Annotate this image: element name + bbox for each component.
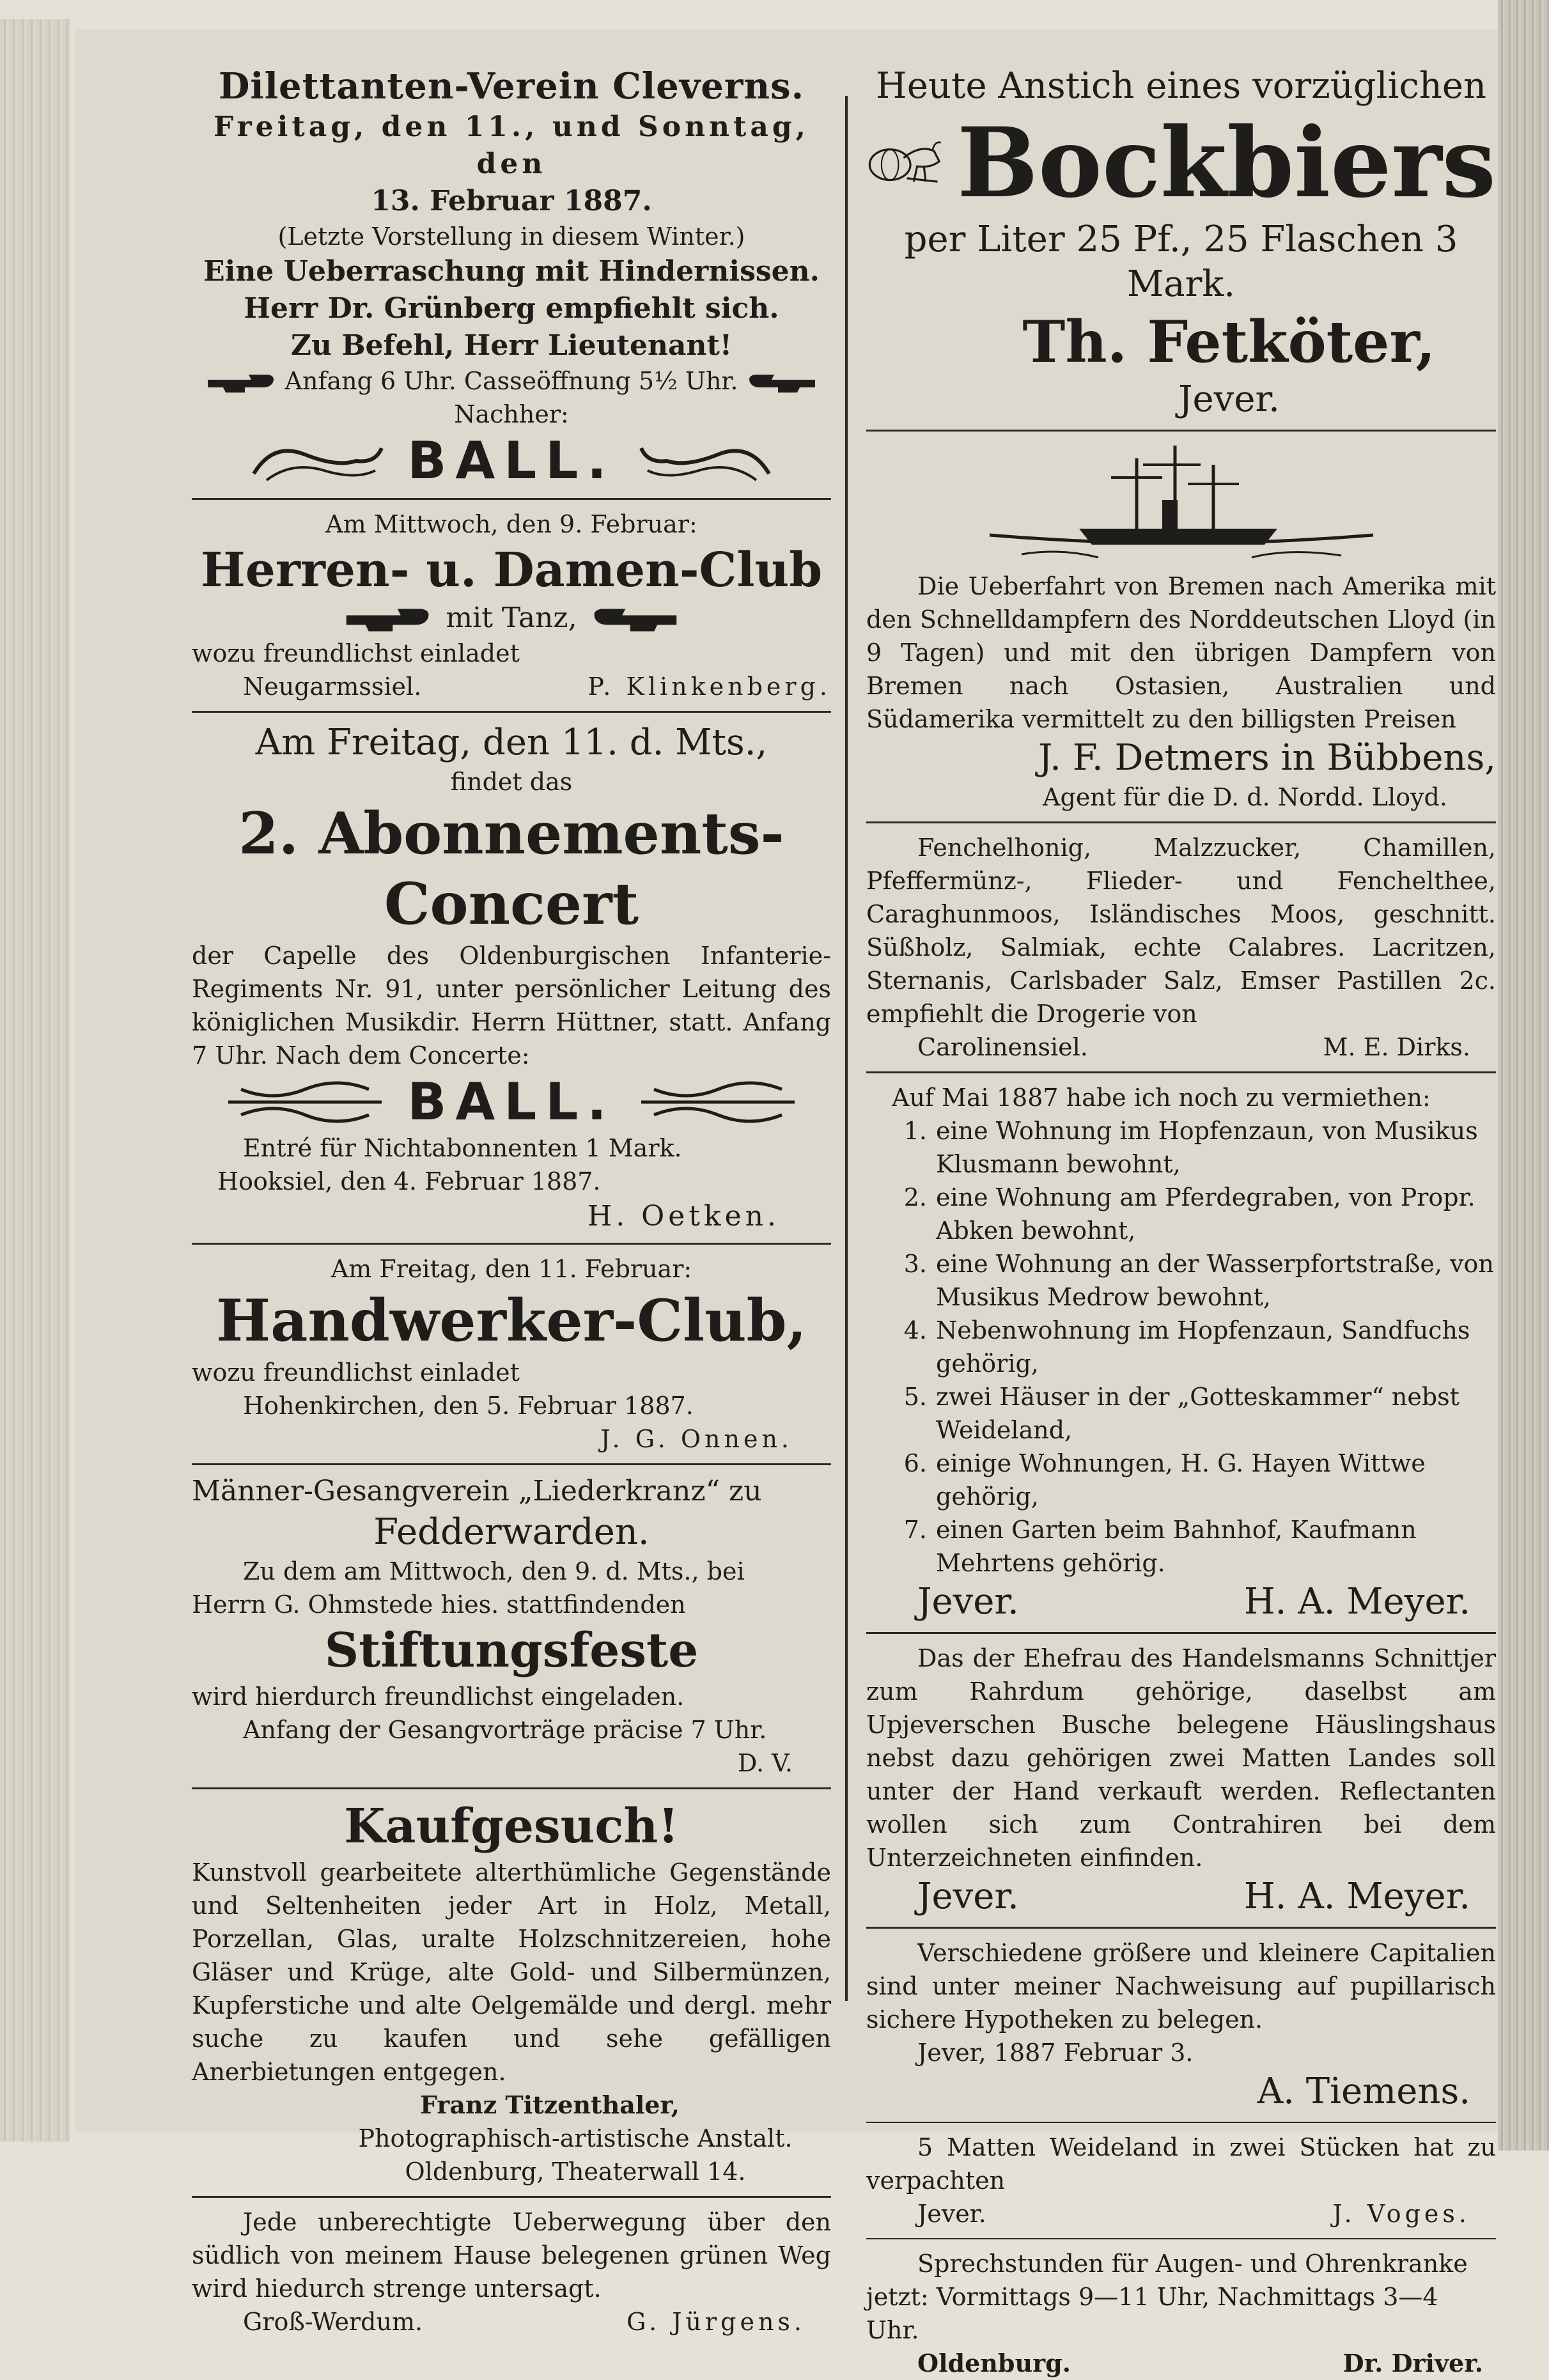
ad-liederkranz <box>192 1473 831 1780</box>
divider <box>866 1632 1496 1634</box>
ad-line: jetzt: Vormittags 9—11 Uhr, Nachmittags 3—4 Uhr. <box>866 2283 1438 2344</box>
ad-placedate: Hohenkirchen, den 5. Februar 1887. <box>243 1392 694 1420</box>
ad-place: Groß-Werdum. <box>243 2308 423 2336</box>
ad-date: Am Mittwoch, den 9. Februar: <box>325 510 697 538</box>
ad-host: J. G. Onnen. <box>600 1425 793 1453</box>
ornament-right-icon <box>635 435 775 486</box>
right-column <box>866 64 1496 2380</box>
ad-body: 5 Matten Weideland in zwei Stücken hat zu verpachten <box>866 2133 1496 2195</box>
list-text: Nebenwohnung im Hopfenzaun, Sandfuchs gehörig, <box>936 1316 1470 1378</box>
play-title: Eine Ueberraschung mit Hindernissen. <box>203 255 820 288</box>
ornament-right-icon <box>635 1080 801 1124</box>
ad-date: Jever, 1887 Februar 3. <box>917 2039 1194 2067</box>
list-item <box>866 1513 1496 1580</box>
ad-name: G. Jürgens. <box>627 2308 806 2336</box>
list-number: 3. <box>903 1250 927 1278</box>
ad-handwerker-club <box>192 1252 831 1456</box>
ad-host: H. Oetken. <box>587 1200 780 1233</box>
list-text: einige Wohnungen, H. G. Hayen Wittwe gehörig, <box>936 1449 1426 1511</box>
ad-name: H. A. Meyer. <box>1243 1876 1470 1917</box>
ad-sign: D. V. <box>737 1749 793 1777</box>
ad-invite: wozu freundlichst einladet <box>192 639 520 667</box>
list-number: 6. <box>903 1449 927 1477</box>
times-text: Anfang 6 Uhr. Casseöffnung 5½ Uhr. <box>284 367 738 395</box>
divider <box>866 2122 1496 2123</box>
ad-line: Sprechstunden für Augen- und Ohrenkranke <box>917 2250 1468 2278</box>
ad-date: Am Freitag, den 11. Februar: <box>331 1255 692 1283</box>
play-title: Zu Befehl, Herr Lieutenant! <box>290 329 733 362</box>
play-title: Herr Dr. Grünberg empfiehlt sich. <box>244 292 779 325</box>
list-item <box>866 1114 1496 1181</box>
ad-signature-row <box>866 1580 1496 1624</box>
list-item <box>866 1447 1496 1513</box>
ad-signature-row <box>866 2197 1496 2230</box>
ad-big-title: Stiftungsfeste <box>324 1623 699 1678</box>
ad-line: Heute Anstich eines vorzüglichen <box>875 65 1487 107</box>
ad-big-title: Bockbiers <box>957 107 1496 219</box>
ad-sub <box>192 600 831 637</box>
ad-body: Verschiedene größere und kleinere Capitalien sind unter meiner Nachweisung auf pupillarisch sichere Hypotheken zu belegen. <box>866 1939 1496 2034</box>
ad-signature-row <box>192 670 831 703</box>
pointing-hand-right-icon <box>206 371 277 396</box>
ad-herren-damen-club <box>192 508 831 703</box>
ad-name: M. E. Dirks. <box>1323 1033 1470 1061</box>
ad-body: der Capelle des Oldenburgischen Infanterie-Regiments Nr. 91, unter persönlicher Leitung des königlichen Musikdir. Herrn Hüttner, statt. Anfang 7 Uhr. Nach dem Concerte: <box>192 942 831 1069</box>
list-text: eine Wohnung an der Wasserpfortstraße, von Musikus Medrow bewohnt, <box>936 1250 1494 1311</box>
ad-name: Dr. Driver. <box>1343 2349 1483 2377</box>
ball-line <box>192 431 831 490</box>
list-number: 7. <box>903 1516 927 1544</box>
goat-with-barrel-icon <box>866 115 944 211</box>
divider <box>192 1243 831 1245</box>
ad-sub: findet das <box>450 768 573 796</box>
pointing-hand-left-icon <box>746 371 816 396</box>
ad-name: Franz Titzenthaler, <box>420 2090 680 2119</box>
ad-place: Carolinensiel. <box>917 1033 1088 1061</box>
ad-sub-text: mit Tanz, <box>446 602 577 634</box>
ad-body: Die Ueberfahrt von Bremen nach Amerika mit den Schnelldampfern des Norddeutschen Lloyd (in 9 Tagen) und mit den übrigen Dampfern von Bremen nach Ostasien, Australien und Südamerika vermittelt zu den billigsten Preisen <box>866 572 1496 733</box>
ad-juergens <box>192 2205 831 2338</box>
ad-place: Jever. <box>917 2200 986 2228</box>
ad-title: 2. Abonnements-Concert <box>238 800 784 938</box>
divider <box>866 821 1496 823</box>
list-number: 4. <box>903 1316 927 1344</box>
book-edge-right <box>1498 0 1549 2151</box>
divider <box>192 711 831 713</box>
ad-name: A. Tiemens. <box>1257 2071 1470 2112</box>
divider <box>866 1927 1496 1929</box>
ad-price: per Liter 25 Pf., 25 Flaschen 3 Mark. <box>904 219 1458 305</box>
ad-entry: Entré für Nichtabonnenten 1 Mark. <box>243 1134 682 1162</box>
ad-signature-row <box>866 1031 1496 1064</box>
list-number: 2. <box>903 1183 927 1211</box>
ad-addr: Oldenburg, Theaterwall 14. <box>405 2158 746 2186</box>
ad-dates: Freitag, den 11., und Sonntag, den <box>214 111 809 180</box>
ad-placedate: Hooksiel, den 4. Februar 1887. <box>217 1167 601 1195</box>
ad-line: Herrn G. Ohmstede hies. stattfindenden <box>192 1591 686 1619</box>
ad-signature-row <box>192 2305 831 2338</box>
ornament-left-icon <box>222 1080 388 1124</box>
ornament-left-icon <box>247 435 388 486</box>
ad-body: Jede unberechtigte Ueberwegung über den südlich von meinem Hause belegenen grünen Weg wird hiedurch strenge untersagt. <box>192 2208 831 2303</box>
list-item <box>866 1247 1496 1314</box>
rental-list <box>866 1114 1496 1580</box>
list-item <box>866 1314 1496 1380</box>
divider <box>192 498 831 500</box>
ad-host: P. Klinkenberg. <box>588 673 831 701</box>
ad-title: Handwerker-Club, <box>216 1287 807 1355</box>
ad-place: Jever. <box>917 1581 1019 1622</box>
ad-capitalien <box>866 1936 1496 2114</box>
ad-big-row <box>866 109 1496 217</box>
list-number: 5. <box>903 1383 927 1411</box>
divider <box>192 1463 831 1465</box>
left-column <box>192 64 831 2338</box>
ad-place: Oldenburg. <box>917 2349 1071 2377</box>
ad-agent: Agent für die D. d. Nordd. Lloyd. <box>1043 783 1447 811</box>
divider <box>192 1787 831 1789</box>
ad-drogerie <box>866 831 1496 1064</box>
pointing-hand-left-icon <box>586 604 682 636</box>
ad-title: Herren- u. Damen-Club <box>200 543 823 598</box>
ad-vermiethung <box>866 1081 1496 1624</box>
list-item <box>866 1380 1496 1447</box>
after-label: Nachher: <box>454 400 569 428</box>
list-text: zwei Häuser in der „Gotteskammer“ nebst Weideland, <box>936 1383 1459 1444</box>
ship-illustration <box>866 439 1496 570</box>
ad-name: Th. Fetköter, <box>1022 308 1436 376</box>
ad-place: Jever. <box>917 1876 1019 1917</box>
ad-dr-driver <box>866 2247 1496 2380</box>
book-edge-left <box>0 19 70 2142</box>
divider <box>866 1071 1496 1073</box>
ball-heading: BALL. <box>407 431 616 490</box>
ad-name: J. F. Detmers in Bübbens, <box>1038 737 1496 779</box>
ball-heading: BALL. <box>407 1072 616 1132</box>
list-item <box>866 1181 1496 1247</box>
ad-signature-row <box>866 2347 1496 2380</box>
ad-dates-2: 13. Februar 1887. <box>371 185 652 217</box>
ad-name: J. Voges. <box>1332 2200 1470 2228</box>
ad-date: Am Freitag, den 11. d. Mts., <box>255 722 768 763</box>
ad-body: Kunstvoll gearbeitete alterthümliche Gegenstände und Seltenheiten jeder Art in Holz, Metall, Porzellan, Glas, uralte Holzschnitzereien, hohe Gläser und Krüge, alte Gold- und Silbermünzen, Kupferstiche und alte Oelgemälde und dergl. mehr suche zu kaufen und sehe gefälligen Anerbietungen entgegen. <box>192 1858 831 2086</box>
ad-weideland <box>866 2131 1496 2230</box>
ad-title-2: Fedderwarden. <box>373 1511 650 1553</box>
times-line <box>192 364 831 398</box>
list-number: 1. <box>903 1117 927 1145</box>
ad-title: Männer-Gesangverein „Liederkranz“ zu <box>192 1475 762 1507</box>
ad-name: H. A. Meyer. <box>1243 1581 1470 1622</box>
pointing-hand-right-icon <box>341 604 437 636</box>
ad-title: Kaufgesuch! <box>344 1799 679 1854</box>
ad-line: Anfang der Gesangvorträge präcise 7 Uhr. <box>243 1716 767 1744</box>
ad-line: Zu dem am Mittwoch, den 9. d. Mts., bei <box>243 1557 745 1585</box>
ad-dilettanten-verein <box>192 64 831 490</box>
ad-place: Jever. <box>1178 378 1280 420</box>
ad-abonnements-concert <box>192 720 831 1235</box>
ad-signature-row <box>866 1874 1496 1919</box>
ad-body: Das der Ehefrau des Handelsmanns Schnittjer zum Rahrdum gehörige, daselbst am Upjeverschen Busche belegene Häuslingshaus nebst dazu gehörigen zwei Matten Landes soll unter der Hand verkauft werden. Reflectanten wollen sich zum Contrahiren bei dem Unterzeichneten einfinden. <box>866 1644 1496 1872</box>
ad-kaufgesuch <box>192 1797 831 2188</box>
ad-lloyd <box>866 439 1496 814</box>
column-divider <box>845 96 848 2001</box>
list-text: einen Garten beim Bahnhof, Kaufmann Mehrtens gehörig. <box>936 1516 1417 1577</box>
ad-line: wird hierdurch freundlichst eingeladen. <box>192 1683 685 1711</box>
ad-place: Neugarmssiel. <box>243 673 422 701</box>
ad-bockbier <box>866 64 1496 422</box>
ad-body: Fenchelhonig, Malzzucker, Chamillen, Pfeffermünz-, Flieder- und Fenchelthee, Caraghunmoos, Isländisches Moos, geschnitt. Süßholz, Salmiak, echte Calabres. Lacritzen, Sternanis, Carlsbader Salz, Emser Pastillen 2c. empfiehlt die Drogerie von <box>866 834 1496 1028</box>
ad-intro: Auf Mai 1887 habe ich noch zu vermiethen: <box>892 1084 1431 1112</box>
ad-haeuslingshaus <box>866 1642 1496 1919</box>
ad-title: Dilettanten-Verein Cleverns. <box>218 65 805 107</box>
ad-note: (Letzte Vorstellung in diesem Winter.) <box>277 222 745 251</box>
ad-firm: Photographisch-artistische Anstalt. <box>358 2124 793 2152</box>
steamship-icon <box>983 439 1380 567</box>
ball-line <box>192 1072 831 1132</box>
divider <box>192 2196 831 2198</box>
list-text: eine Wohnung im Hopfenzaun, von Musikus Klusmann bewohnt, <box>936 1117 1478 1178</box>
list-text: eine Wohnung am Pferdegraben, von Propr. Abken bewohnt, <box>936 1183 1475 1245</box>
divider <box>866 2238 1496 2239</box>
divider <box>866 430 1496 432</box>
ad-invite: wozu freundlichst einladet <box>192 1358 520 1387</box>
